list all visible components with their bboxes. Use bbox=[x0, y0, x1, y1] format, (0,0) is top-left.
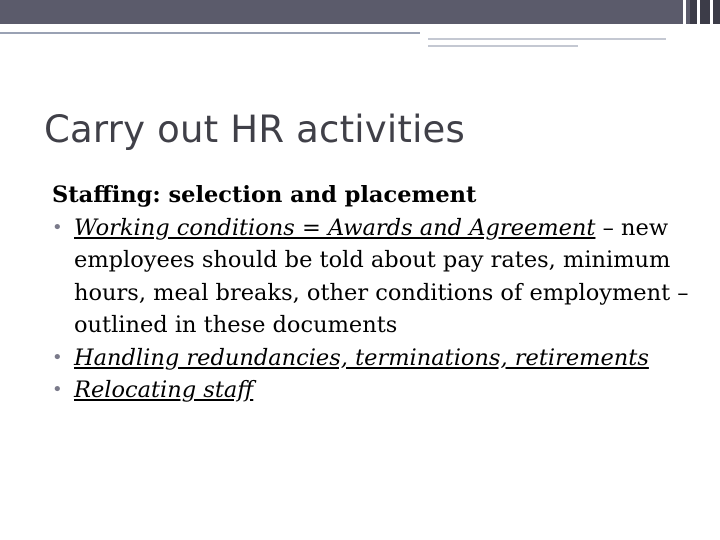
bullet-list bbox=[52, 212, 692, 407]
relocating-staff-link[interactable]: Relocating staff bbox=[74, 377, 254, 403]
slide-title: Carry out HR activities bbox=[44, 108, 465, 151]
list-item bbox=[52, 374, 692, 407]
list-item bbox=[52, 212, 692, 342]
bullet-icon: • bbox=[52, 216, 63, 238]
top-bar-stripe bbox=[710, 0, 713, 46]
top-rule bbox=[428, 45, 578, 47]
top-bar-stripe bbox=[697, 0, 700, 46]
top-bar-band bbox=[0, 0, 720, 24]
handling-redundancies-link[interactable]: Handling redundancies, terminations, retirements bbox=[74, 344, 649, 371]
bullet-icon: • bbox=[52, 379, 63, 400]
top-bar-stripe bbox=[683, 0, 686, 46]
slide-subheading: Staffing: selection and placement bbox=[52, 182, 477, 208]
slide-body bbox=[52, 179, 692, 407]
top-bar-dark-block bbox=[690, 0, 720, 24]
bullet-icon: • bbox=[52, 346, 63, 368]
top-rule bbox=[0, 32, 420, 34]
list-item bbox=[52, 342, 692, 375]
top-rule bbox=[428, 38, 666, 40]
list-item-text: – new employees should be told about pay rates, minimum hours, meal breaks, other conditions of employment – outlined in these documents bbox=[74, 214, 689, 338]
working-conditions-link[interactable]: Working conditions = Awards and Agreement bbox=[74, 214, 596, 241]
